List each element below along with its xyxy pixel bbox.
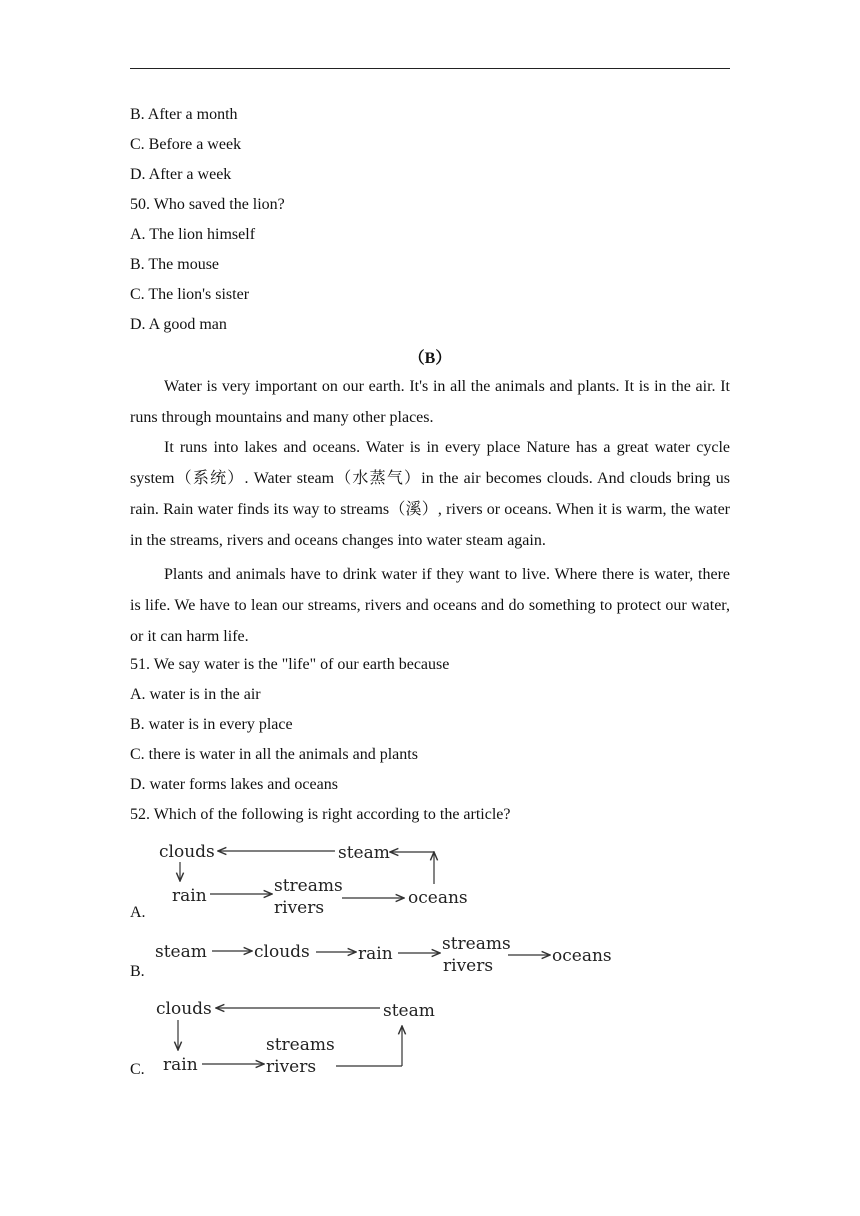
option-a-label: A. [130, 904, 146, 921]
header-rule [130, 68, 730, 69]
diagram-b-rivers: rivers [443, 956, 494, 976]
diagram-c-streams: streams [266, 1035, 335, 1055]
diagram-a-steam: steam [338, 843, 390, 863]
option-line: C. Before a week [130, 136, 242, 153]
diagram-a-clouds: clouds [159, 842, 215, 862]
paragraph-1: Water is very important on our earth. It's in all the animals and plants. It is in the air. It runs through mountains and many other places. [130, 378, 730, 426]
question-51: 51. We say water is the "life" of our earth because [130, 656, 450, 673]
option-line: B. water is in every place [130, 716, 293, 733]
diagram-a-rivers: rivers [274, 898, 325, 918]
diagram-c [150, 992, 450, 1078]
diagram-b-rain: rain [358, 944, 393, 964]
option-line: A. The lion himself [130, 226, 256, 243]
diagram-c-rivers: rivers [266, 1057, 317, 1077]
paragraph-3: Plants and animals have to drink water if they want to live. Where there is water, there is life. We have to lean our streams, rivers and oceans and do something to protect our water, or it can harm life. [130, 566, 730, 645]
option-line: D. A good man [130, 316, 227, 333]
option-line: D. After a week [130, 166, 232, 183]
diagram-a-oceans: oceans [408, 888, 468, 908]
option-c-label: C. [130, 1061, 145, 1078]
question-52: 52. Which of the following is right according to the article? [130, 806, 511, 823]
option-b-label: B. [130, 963, 145, 980]
diagram-c-clouds: clouds [156, 999, 212, 1019]
diagram-b [150, 928, 620, 982]
section-heading: （B） [408, 350, 452, 367]
paragraph-2: It runs into lakes and oceans. Water is in every place Nature has a great water cycle system（系统）. Water steam（水蒸气）in the air becomes clouds. And clouds bring us rain. Rain water finds its way to streams（溪）, rivers or oceans. When it is warm, the water in the streams, rivers and oceans changes into water steam again. [130, 439, 730, 549]
diagram-a [150, 836, 490, 918]
question-50: 50. Who saved the lion? [130, 196, 285, 213]
diagram-a-streams: streams [274, 876, 343, 896]
option-line: A. water is in the air [130, 686, 261, 703]
option-line: B. After a month [130, 106, 238, 123]
option-line: C. The lion's sister [130, 286, 250, 303]
diagram-b-streams: streams [442, 934, 511, 954]
option-line: B. The mouse [130, 256, 220, 273]
option-line: C. there is water in all the animals and plants [130, 746, 418, 763]
diagram-b-oceans: oceans [552, 946, 612, 966]
diagram-c-rain: rain [163, 1055, 198, 1075]
diagram-b-clouds: clouds [254, 942, 310, 962]
diagram-a-rain: rain [172, 886, 207, 906]
option-line: D. water forms lakes and oceans [130, 776, 338, 793]
diagram-b-steam: steam [155, 942, 207, 962]
diagram-c-steam: steam [383, 1001, 435, 1021]
